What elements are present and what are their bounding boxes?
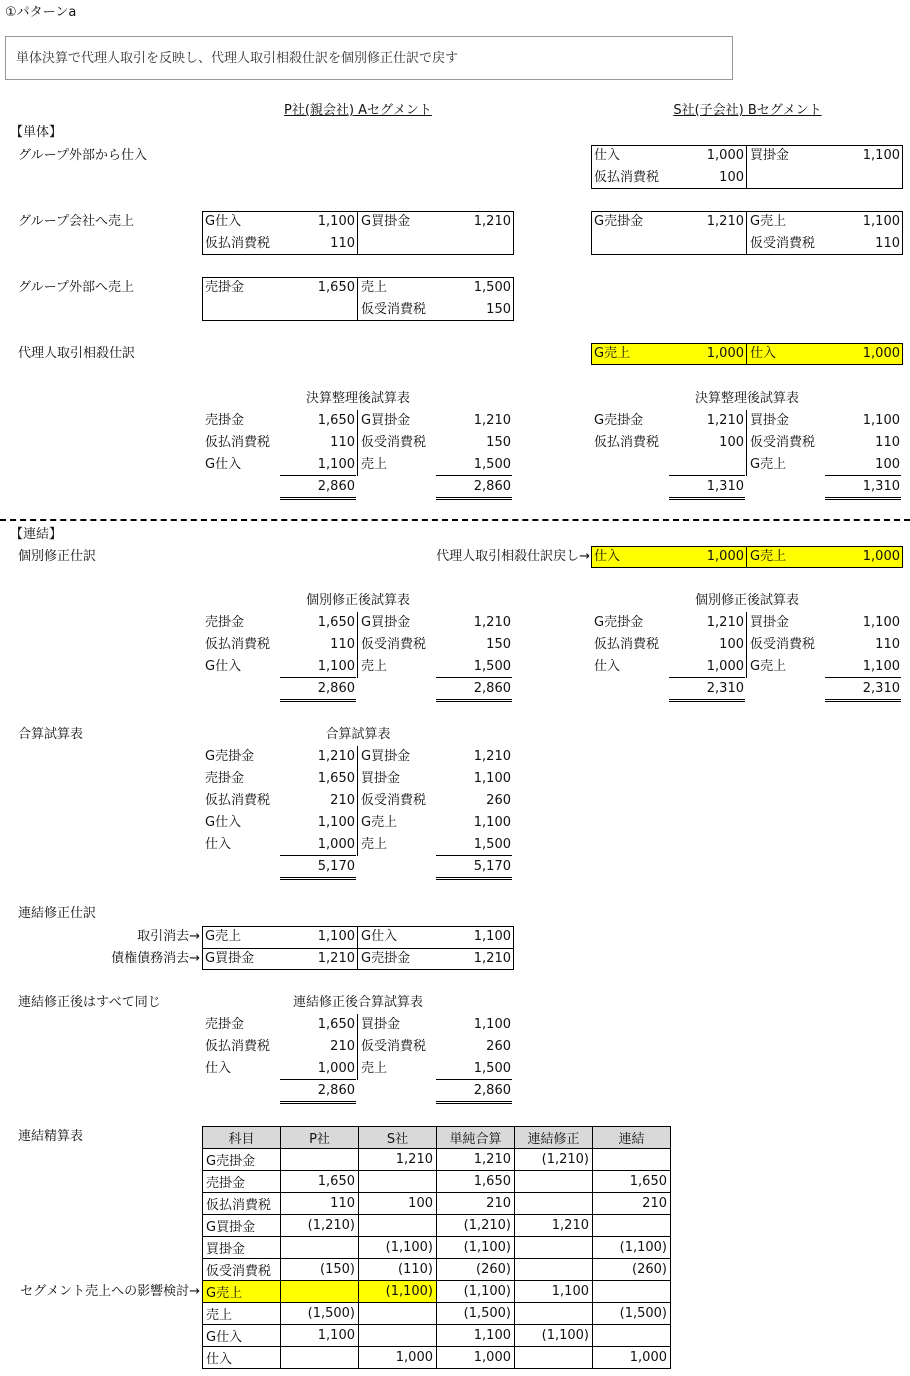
account-label: 買掛金 [750, 413, 790, 428]
ws-cell [515, 1193, 593, 1215]
amount [669, 233, 744, 255]
amount: 1,000 [706, 659, 744, 674]
amount: 150 [486, 302, 511, 317]
ws-cell: (260) [593, 1259, 671, 1281]
total-amount: 2,310 [862, 681, 900, 696]
trial-balance-title: 合算試算表 [325, 727, 391, 742]
account-label: G売上 [750, 549, 787, 564]
ws-cell: (110) [359, 1259, 437, 1281]
center-line [746, 410, 747, 476]
row-label: 代理人取引相殺仕訳 [18, 346, 136, 361]
ws-cell: (260) [437, 1259, 515, 1281]
trial-balance-title: 決算整理後試算表 [305, 391, 410, 406]
amount: 1,100 [862, 615, 900, 630]
amount: 1,210 [706, 413, 744, 428]
ws-cell: 1,650 [281, 1171, 359, 1193]
amount: 1,210 [706, 214, 744, 229]
double-line [280, 497, 356, 500]
ws-cell: 210 [437, 1193, 515, 1215]
reverse-label: 代理人取引相殺仕訳戻し→ [436, 549, 590, 564]
account-label: 仮払消費税 [594, 637, 660, 652]
account-label: G仕入 [205, 815, 242, 830]
ws-cell: 1,100 [437, 1325, 515, 1347]
account-label: 売上 [361, 457, 388, 472]
table-row [203, 1149, 671, 1171]
ws-cell: 1,000 [437, 1347, 515, 1369]
header-p: P社(親会社) Aセグメント [284, 103, 432, 118]
trial-balance-title: 個別修正後試算表 [305, 593, 410, 608]
ws-cell: (1,210) [437, 1215, 515, 1237]
account-label: 仮払消費税 [594, 435, 660, 450]
row-label: 連結精算表 [18, 1129, 84, 1144]
trial-balance-title: 連結修正後合算試算表 [292, 995, 423, 1010]
adj-label: 取引消去→ [137, 929, 200, 944]
ws-cell: (1,500) [437, 1303, 515, 1325]
double-line [436, 877, 512, 880]
ws-cell [593, 1215, 671, 1237]
account-label: G売上 [750, 457, 787, 472]
ws-cell: (1,500) [281, 1303, 359, 1325]
center-line [357, 926, 358, 970]
ws-cell [281, 1347, 359, 1369]
ws-cell [515, 1237, 593, 1259]
account-label [594, 233, 672, 255]
double-line [280, 877, 356, 880]
account-label: 売掛金 [205, 413, 245, 428]
ws-cell: (1,100) [359, 1281, 437, 1303]
amount: 1,000 [317, 1061, 355, 1076]
account-label: 仕入 [205, 1061, 232, 1076]
ws-cell [359, 1325, 437, 1347]
amount: 1,210 [317, 951, 355, 966]
account-label: 売掛金 [205, 1017, 245, 1032]
account-label [205, 299, 283, 321]
ws-account: 仕入 [203, 1347, 281, 1369]
center-line [746, 546, 747, 568]
amount: 150 [486, 435, 511, 450]
center-line [746, 612, 747, 678]
ws-cell [593, 1149, 671, 1171]
ws-cell: 1,650 [593, 1171, 671, 1193]
amount: 1,500 [473, 659, 511, 674]
ws-header: 連結修正 [515, 1127, 593, 1149]
amount: 110 [875, 236, 900, 251]
account-label: 仮払消費税 [205, 435, 271, 450]
amount: 1,650 [317, 771, 355, 786]
header-s: S社(子会社) Bセグメント [673, 103, 822, 118]
ws-account: 仮払消費税 [203, 1193, 281, 1215]
table-row [203, 1259, 671, 1281]
amount: 1,210 [317, 749, 355, 764]
amount: 1,000 [706, 549, 744, 564]
table-row [203, 1325, 671, 1347]
ws-account: G売掛金 [203, 1149, 281, 1171]
amount: 110 [330, 435, 355, 450]
table-row [203, 1215, 671, 1237]
double-line [669, 497, 745, 500]
ws-cell [281, 1281, 359, 1303]
ws-account: G売上 [203, 1281, 281, 1303]
account-label: 仮払消費税 [205, 793, 271, 808]
ws-header: S社 [359, 1127, 437, 1149]
account-label: 仮払消費税 [205, 637, 271, 652]
amount: 110 [875, 637, 900, 652]
center-line [357, 746, 358, 856]
account-label: G売上 [750, 659, 787, 674]
ws-cell [359, 1303, 437, 1325]
amount: 100 [719, 435, 744, 450]
ws-cell: (1,100) [437, 1281, 515, 1303]
amount: 260 [486, 1039, 511, 1054]
sheet-title: ①パターンa [5, 5, 77, 20]
amount: 1,100 [317, 214, 355, 229]
ws-cell: 110 [281, 1193, 359, 1215]
amount: 1,100 [862, 413, 900, 428]
account-label: 仮受消費税 [750, 435, 816, 450]
total-amount: 2,860 [317, 479, 355, 494]
center-line [357, 277, 358, 321]
account-label: 仕入 [205, 837, 232, 852]
double-line [825, 699, 901, 702]
center-line [357, 612, 358, 678]
amount: 1,000 [862, 346, 900, 361]
amount: 1,210 [473, 214, 511, 229]
amount: 1,500 [473, 280, 511, 295]
ws-cell: (1,210) [281, 1215, 359, 1237]
ws-cell [593, 1325, 671, 1347]
amount: 1,210 [473, 749, 511, 764]
segment-label: セグメント売上への影響検討→ [20, 1284, 200, 1299]
account-label: G仕入 [205, 659, 242, 674]
amount: 1,000 [317, 837, 355, 852]
account-label: G売上 [361, 815, 398, 830]
ws-cell: (150) [281, 1259, 359, 1281]
double-line [280, 1101, 356, 1104]
amount: 1,100 [862, 659, 900, 674]
ws-account: 売掛金 [203, 1171, 281, 1193]
account-label: 売掛金 [205, 280, 245, 295]
amount: 1,210 [473, 615, 511, 630]
account-label: 仮受消費税 [361, 302, 427, 317]
account-label: 売掛金 [205, 615, 245, 630]
account-label: G売掛金 [361, 951, 411, 966]
account-label [750, 167, 828, 189]
amount: 1,100 [473, 771, 511, 786]
ws-cell [281, 1149, 359, 1171]
section-divider [0, 519, 910, 521]
table-row [203, 1171, 671, 1193]
ws-cell [593, 1281, 671, 1303]
account-label: 売上 [361, 1061, 388, 1076]
table-row [203, 1237, 671, 1259]
ws-cell: 1,210 [437, 1149, 515, 1171]
amount: 1,100 [473, 1017, 511, 1032]
ws-account: 売上 [203, 1303, 281, 1325]
ws-header: 連結 [593, 1127, 671, 1149]
amount: 1,100 [317, 457, 355, 472]
amount: 150 [486, 637, 511, 652]
account-label: G仕入 [205, 214, 242, 229]
amount: 100 [719, 637, 744, 652]
account-label [594, 454, 672, 476]
ws-cell [359, 1171, 437, 1193]
amount: 1,100 [317, 659, 355, 674]
account-label: 仮受消費税 [361, 435, 427, 450]
account-label: G買掛金 [361, 413, 411, 428]
row-label: 合算試算表 [18, 727, 84, 742]
amount: 1,500 [473, 457, 511, 472]
amount [825, 167, 900, 189]
amount: 1,000 [862, 549, 900, 564]
account-label: G仕入 [205, 457, 242, 472]
center-line [746, 145, 747, 189]
account-label: 仮受消費税 [750, 236, 816, 251]
ws-cell: 1,000 [359, 1347, 437, 1369]
account-label: 買掛金 [750, 615, 790, 630]
account-label: G買掛金 [361, 214, 411, 229]
account-label: G買掛金 [205, 951, 255, 966]
account-label: G売掛金 [205, 749, 255, 764]
account-label: 仮受消費税 [361, 793, 427, 808]
amount: 1,210 [473, 413, 511, 428]
account-label: G売掛金 [594, 214, 644, 229]
amount: 210 [330, 1039, 355, 1054]
ws-cell [359, 1215, 437, 1237]
total-amount: 2,310 [706, 681, 744, 696]
row-label: グループ外部から仕入 [18, 148, 147, 163]
account-label: 仮受消費税 [361, 1039, 427, 1054]
account-label: 仮受消費税 [750, 637, 816, 652]
amount: 1,500 [473, 837, 511, 852]
amount: 110 [330, 637, 355, 652]
account-label: 仕入 [750, 346, 777, 361]
amount: 1,100 [862, 148, 900, 163]
ws-cell: 1,650 [437, 1171, 515, 1193]
account-label: G買掛金 [361, 615, 411, 630]
double-line [825, 497, 901, 500]
ws-cell: 1,100 [515, 1281, 593, 1303]
ws-cell: 1,100 [281, 1325, 359, 1347]
total-amount: 1,310 [862, 479, 900, 494]
trial-balance-title: 個別修正後試算表 [694, 593, 799, 608]
double-line [280, 699, 356, 702]
ws-account: G仕入 [203, 1325, 281, 1347]
account-label: 売上 [361, 837, 388, 852]
amount: 1,100 [317, 815, 355, 830]
total-amount: 2,860 [473, 681, 511, 696]
account-label: 買掛金 [750, 148, 790, 163]
account-label: 売上 [361, 659, 388, 674]
center-line [357, 410, 358, 476]
amount: 1,000 [706, 346, 744, 361]
total-amount: 2,860 [473, 1083, 511, 1098]
center-line [357, 1014, 358, 1080]
section-single: 【単体】 [10, 125, 63, 140]
ws-cell: 1,000 [593, 1347, 671, 1369]
account-label: G仕入 [361, 929, 398, 944]
account-label: G売掛金 [594, 413, 644, 428]
ws-cell: (1,500) [593, 1303, 671, 1325]
account-label: 買掛金 [361, 1017, 401, 1032]
amount: 100 [875, 457, 900, 472]
ws-cell [515, 1171, 593, 1193]
account-label: G売掛金 [594, 615, 644, 630]
ws-cell: 210 [593, 1193, 671, 1215]
ws-cell: 1,210 [359, 1149, 437, 1171]
account-label: 仮払消費税 [205, 236, 271, 251]
account-label [361, 233, 439, 255]
account-label: 売掛金 [205, 771, 245, 786]
account-label: 仕入 [594, 549, 621, 564]
amount: 1,650 [317, 413, 355, 428]
account-label: 仕入 [594, 148, 621, 163]
amount: 1,650 [317, 1017, 355, 1032]
amount: 1,650 [317, 280, 355, 295]
total-amount: 5,170 [317, 859, 355, 874]
ws-cell: (1,100) [359, 1237, 437, 1259]
amount: 1,210 [706, 615, 744, 630]
double-line [436, 497, 512, 500]
ws-cell: (1,100) [593, 1237, 671, 1259]
account-label: 仮受消費税 [361, 637, 427, 652]
account-label: G売上 [594, 346, 631, 361]
account-label: G売上 [205, 929, 242, 944]
amount: 1,100 [473, 929, 511, 944]
total-amount: 5,170 [473, 859, 511, 874]
note-box: 単体決算で代理人取引を反映し、代理人取引相殺仕訳を個別修正仕訳で戻す [5, 36, 733, 80]
center-line [357, 211, 358, 255]
double-line [436, 1101, 512, 1104]
double-line [669, 699, 745, 702]
ws-cell: 100 [359, 1193, 437, 1215]
ws-header: 科目 [203, 1127, 281, 1149]
total-amount: 2,860 [317, 1083, 355, 1098]
table-row [203, 1193, 671, 1215]
total-amount: 2,860 [473, 479, 511, 494]
total-amount: 2,860 [317, 681, 355, 696]
row-label: グループ会社へ売上 [18, 214, 134, 229]
amount: 1,210 [473, 951, 511, 966]
table-row [203, 1281, 671, 1303]
table-row [203, 1347, 671, 1369]
amount: 1,650 [317, 615, 355, 630]
amount: 110 [875, 435, 900, 450]
ws-header: 単純合算 [437, 1127, 515, 1149]
ws-cell [281, 1237, 359, 1259]
account-label: 売上 [361, 280, 388, 295]
account-label: G買掛金 [361, 749, 411, 764]
row-label: グループ外部へ売上 [18, 280, 134, 295]
account-label: 仕入 [594, 659, 621, 674]
ws-cell: 1,210 [515, 1215, 593, 1237]
ws-cell: (1,210) [515, 1149, 593, 1171]
account-label: 買掛金 [361, 771, 401, 786]
trial-balance-title: 決算整理後試算表 [694, 391, 799, 406]
amount: 1,100 [317, 929, 355, 944]
adj-label: 債権債務消去→ [111, 951, 200, 966]
amount: 260 [486, 793, 511, 808]
ws-account: G買掛金 [203, 1215, 281, 1237]
amount [436, 233, 511, 255]
center-line [746, 211, 747, 255]
row-label: 連結修正仕訳 [18, 906, 97, 921]
amount: 100 [719, 170, 744, 185]
amount: 1,000 [706, 148, 744, 163]
section-consol: 【連結】 [10, 527, 63, 542]
consolidation-worksheet [202, 1126, 671, 1369]
ws-account: 買掛金 [203, 1237, 281, 1259]
ws-cell [515, 1347, 593, 1369]
row-label: 連結修正後はすべて同じ [18, 995, 161, 1010]
account-label: 仮払消費税 [205, 1039, 271, 1054]
amount [669, 454, 744, 476]
total-amount: 1,310 [706, 479, 744, 494]
amount: 1,500 [473, 1061, 511, 1076]
amount: 110 [330, 236, 355, 251]
table-row [203, 1303, 671, 1325]
ws-account: 仮受消費税 [203, 1259, 281, 1281]
ws-cell: (1,100) [437, 1237, 515, 1259]
amount [280, 299, 355, 321]
center-line [746, 343, 747, 365]
account-label: 仮払消費税 [594, 170, 660, 185]
amount: 1,100 [473, 815, 511, 830]
double-line [436, 699, 512, 702]
amount: 1,100 [862, 214, 900, 229]
ws-cell: (1,100) [515, 1325, 593, 1347]
row-label: 個別修正仕訳 [18, 549, 97, 564]
ws-cell [515, 1259, 593, 1281]
ws-cell [515, 1303, 593, 1325]
account-label: G売上 [750, 214, 787, 229]
ws-header: P社 [281, 1127, 359, 1149]
amount: 210 [330, 793, 355, 808]
